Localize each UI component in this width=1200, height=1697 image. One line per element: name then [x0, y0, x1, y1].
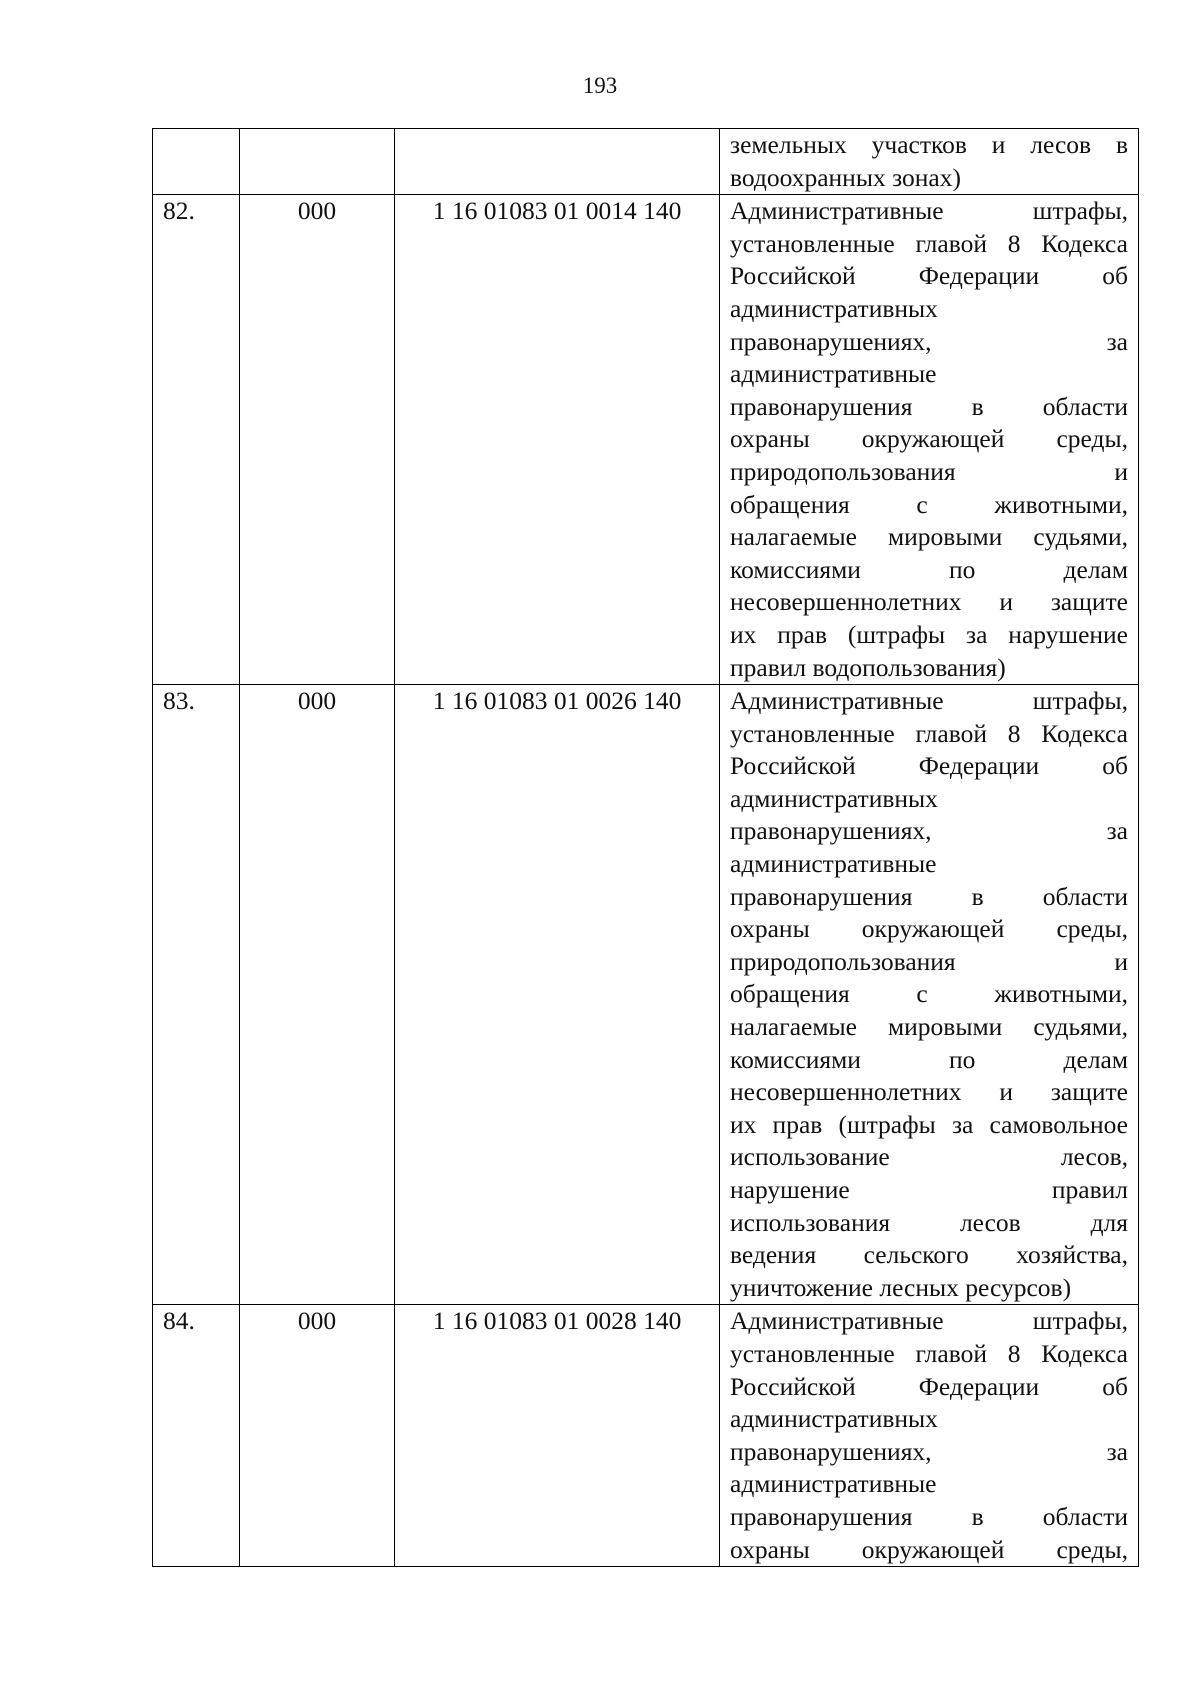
- description-line: правонарушения в области: [730, 391, 1128, 421]
- description-line: правонарушениях, за: [730, 326, 1128, 356]
- description-line: обращения с животными,: [730, 979, 1128, 1009]
- admin-code-cell: 000: [240, 195, 395, 685]
- table-row: [153, 195, 1139, 685]
- description-line: Российской Федерации об: [730, 751, 1128, 781]
- description-line: охраны окружающей среды,: [730, 1534, 1128, 1564]
- description-cell: [720, 195, 1139, 685]
- description-line: нарушение правил: [730, 1175, 1128, 1204]
- row-number-cell: 84.: [153, 1305, 240, 1567]
- classification-code-cell: 1 16 01083 01 0026 140: [395, 685, 720, 1305]
- admin-code-cell: 000: [240, 1305, 395, 1567]
- description-line: правонарушениях, за: [730, 816, 1128, 846]
- table-row: [153, 1305, 1139, 1567]
- table-row: [153, 685, 1139, 1305]
- description-line: природопользования и: [730, 456, 1128, 486]
- description-line: налагаемые мировыми судьями,: [730, 522, 1128, 552]
- description-line: правонарушениях, за: [730, 1436, 1128, 1466]
- description-line: использование лесов,: [730, 1142, 1128, 1172]
- description-line: административные: [730, 849, 937, 879]
- description-line: Российской Федерации об: [730, 261, 1128, 291]
- description-line: Административные штрафы,: [730, 196, 1128, 226]
- description-line: Российской Федерации об: [730, 1371, 1128, 1401]
- description-line: уничтожение лесных ресурсов): [730, 1272, 1072, 1302]
- description-line: их прав (штрафы за самовольное: [730, 1109, 1128, 1139]
- admin-code-cell: 000: [240, 685, 395, 1305]
- classification-code-cell: 1 16 01083 01 0014 140: [395, 195, 720, 685]
- description-cell: [720, 1305, 1139, 1567]
- description-line: правонарушения в области: [730, 1501, 1128, 1531]
- description-cell: [720, 129, 1139, 195]
- description-line: административных: [730, 293, 938, 323]
- description-line: комиссиями по делам: [730, 554, 1128, 584]
- description-line: земельных участков и лесов в: [730, 130, 1128, 159]
- budget-classification-table: [152, 128, 1139, 1567]
- description-line: использования лесов для: [730, 1207, 1128, 1237]
- description-line: административных: [730, 1404, 938, 1434]
- classification-code-cell: 1 16 01083 01 0028 140: [395, 1305, 720, 1567]
- classification-code-cell: [395, 129, 720, 195]
- description-line: Административные штрафы,: [730, 1306, 1128, 1336]
- continuation-row: [153, 129, 1139, 195]
- description-line: установленные главой 8 Кодекса: [730, 718, 1128, 748]
- description-line: установленные главой 8 Кодекса: [730, 1338, 1128, 1368]
- description-line: несовершеннолетних и защите: [730, 1077, 1128, 1107]
- description-line: ведения сельского хозяйства,: [730, 1240, 1128, 1270]
- description-line: охраны окружающей среды,: [730, 914, 1128, 944]
- description-line: комиссиями по делам: [730, 1044, 1128, 1074]
- description-line: административные: [730, 359, 937, 389]
- row-number-cell: 82.: [153, 195, 240, 685]
- description-line: их прав (штрафы за нарушение: [730, 619, 1128, 649]
- description-line: административных: [730, 783, 938, 813]
- description-line: водоохранных зонах): [730, 162, 961, 192]
- page-number: 193: [582, 73, 618, 98]
- admin-code-cell: [240, 129, 395, 195]
- description-cell: [720, 685, 1139, 1305]
- row-number-cell: [153, 129, 240, 195]
- row-number-cell: 83.: [153, 685, 240, 1305]
- description-line: природопользования и: [730, 946, 1128, 976]
- description-line: налагаемые мировыми судьями,: [730, 1012, 1128, 1042]
- description-line: правонарушения в области: [730, 881, 1128, 911]
- description-line: правил водопользования): [730, 652, 1006, 682]
- description-line: установленные главой 8 Кодекса: [730, 228, 1128, 258]
- description-line: обращения с животными,: [730, 489, 1128, 519]
- description-line: несовершеннолетних и защите: [730, 587, 1128, 617]
- description-line: охраны окружающей среды,: [730, 424, 1128, 454]
- description-line: Административные штрафы,: [730, 686, 1128, 716]
- description-line: административные: [730, 1469, 937, 1499]
